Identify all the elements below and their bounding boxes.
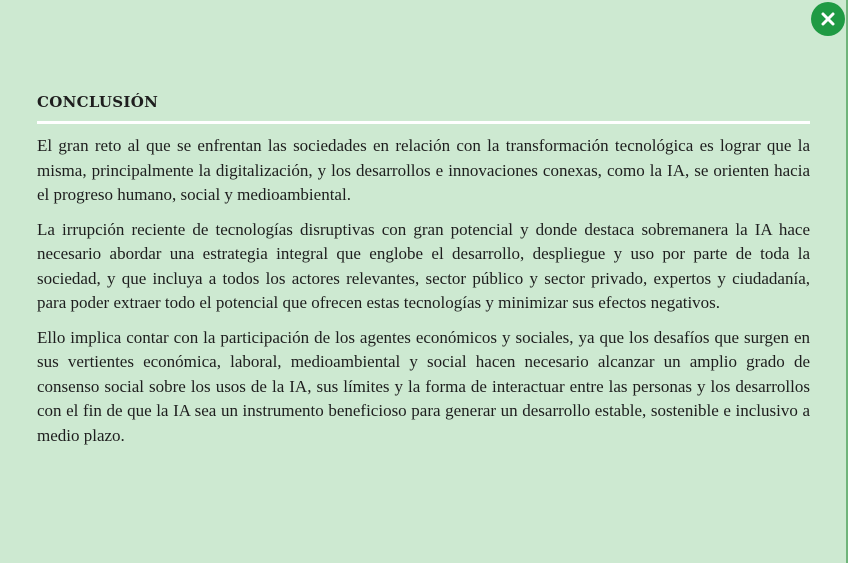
paragraph-2: La irrupción reciente de tecnologías disruptivas con gran potencial y donde destaca sobremanera la IA hace necesario abordar una estrategia integral que englobe el desarrollo, despliegue y uso por parte de toda la sociedad, y que incluya a todos los actores relevantes, sector público y sector privado, expertos y ciudadanía, para poder extraer todo el potencial que ofrecen estas tecnologías y minimizar sus efectos negativos.: [37, 219, 810, 312]
close-button[interactable]: [811, 2, 845, 36]
section-title: CONCLUSIÓN: [37, 93, 159, 111]
paragraph-1: El gran reto al que se enfrentan las sociedades en relación con la transformación tecnológica es lograr que la misma, principalmente la digitalización, y los desarrollos e innovaciones conexas, como la IA, se orienten hacia el progreso humano, social y medioambiental.: [37, 136, 810, 204]
paragraph-3: Ello implica contar con la participación de los agentes económicos y sociales, ya que los desafíos que surgen en sus vertientes económica, laboral, medioambiental y social hacen necesario alcanzar un amplio grado de consenso social sobre los usos de la IA, sus límites y la forma de interactuar entre las personas y los desarrollos con el fin de que la IA sea un instrumento beneficioso para generar un desarrollo estable, sostenible e inclusivo a medio plazo.: [37, 327, 810, 445]
conclusion-section: [37, 91, 810, 458]
title-divider: [37, 121, 810, 124]
close-icon: [821, 12, 835, 26]
